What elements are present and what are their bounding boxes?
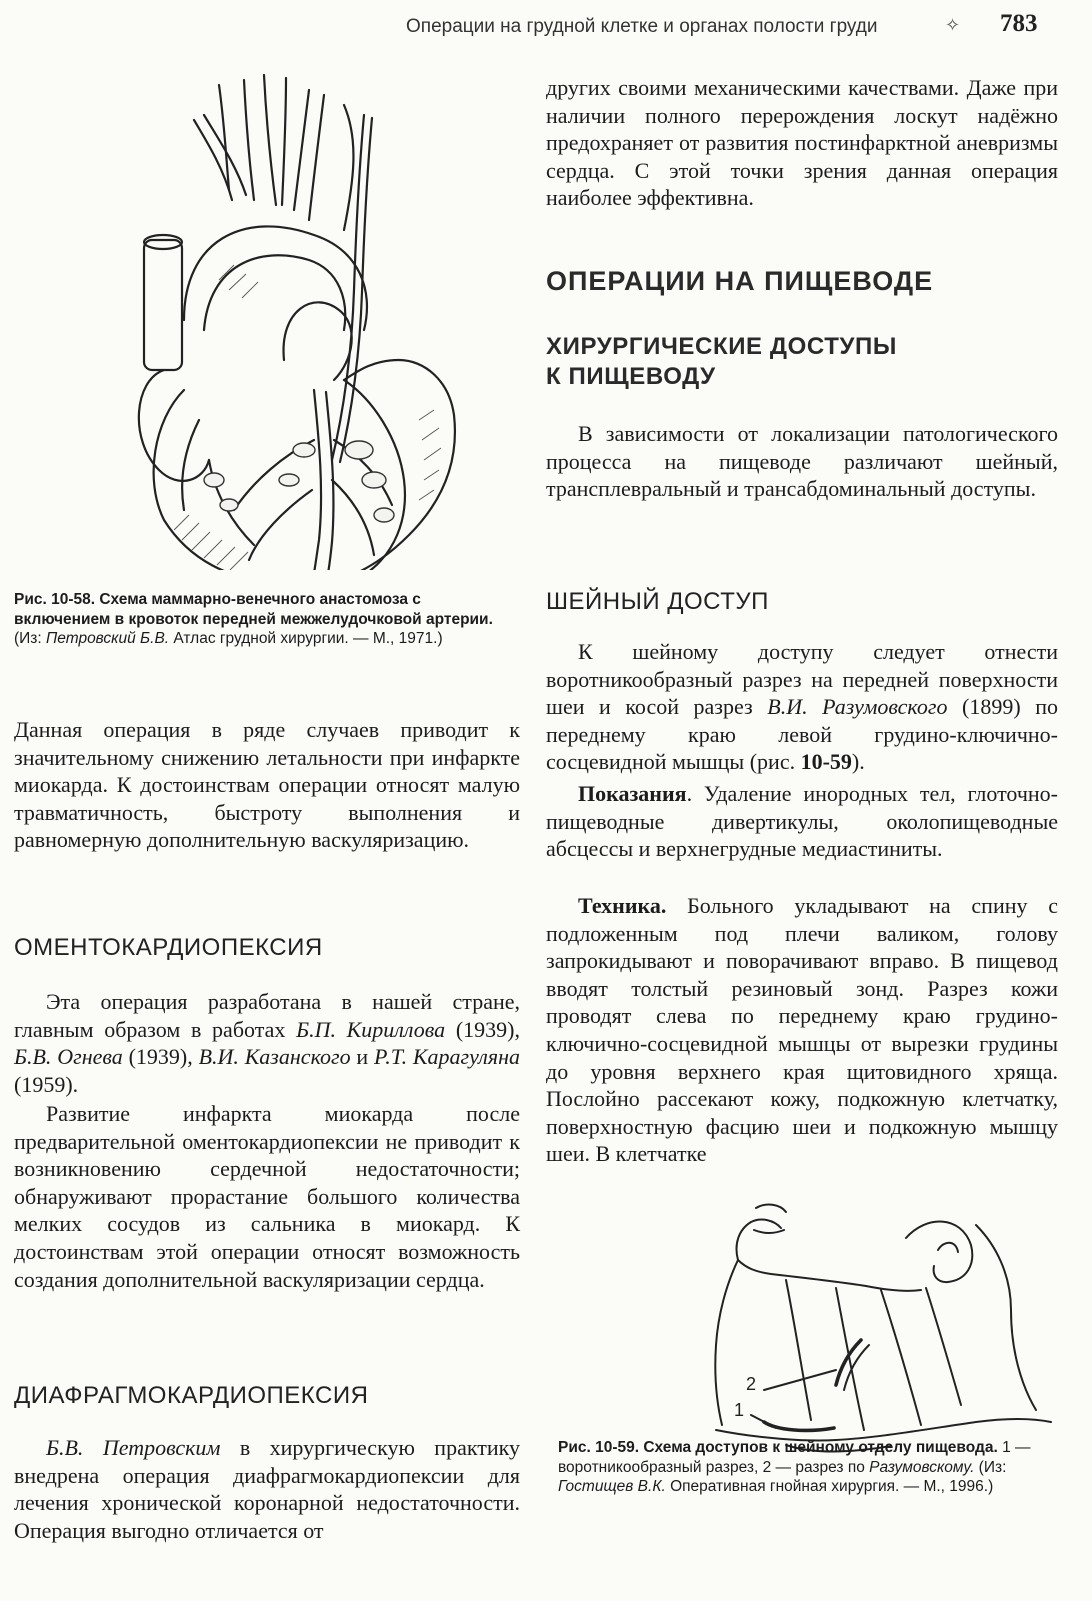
cervical-heading: ШЕЙНЫЙ ДОСТУП: [546, 588, 769, 615]
figure-59-caption-c: Оперативная гнойная хирургия. — М., 1996.): [665, 1478, 994, 1495]
figure-59-caption-name1: Разумовскому.: [869, 1458, 975, 1476]
incision-label-1: 1: [734, 1400, 745, 1420]
indications-text: . Удаление инородных тел, глоточно-пищеводные дивертикулы, околопищеводные абсцессы и верхнегрудные медиастиниты.: [546, 781, 1058, 862]
subheading-line-2: К ПИЩЕВОДУ: [546, 363, 716, 390]
omento-p1-text-a: Эта операция разработана в нашей стране, главным образом в работах: [14, 989, 520, 1042]
author-kirillov: Б.П. Кириллова: [296, 1016, 446, 1042]
omento-p1-text-d: и: [350, 1044, 375, 1070]
figure-59-caption: [558, 1438, 1058, 1497]
paragraph-access-types: В зависимости от локализации патологического процесса на пищеводе различают шейный, трансплевральный и трансабдоминальный доступы.: [546, 421, 1058, 502]
figure-58-source-prefix: (Из:: [14, 630, 47, 647]
left-column: [14, 60, 522, 1543]
figure-59-caption-lead: Рис. 10-59. Схема доступов к шейному отделу пищевода.: [558, 1439, 998, 1456]
figure-59-caption-a: 1 — воротникообразный разрез, 2 — разрез по: [558, 1439, 1031, 1476]
page-number: 783: [1000, 10, 1038, 37]
figure-59-caption-name2: Гостищев В.К.: [558, 1478, 666, 1495]
omento-p1-text-b: (1939),: [445, 1016, 521, 1042]
cervical-paragraph-1: [546, 638, 1058, 776]
main-heading-esophagus: ОПЕРАЦИИ НА ПИЩЕВОДЕ: [546, 266, 934, 296]
running-head: [400, 12, 1040, 42]
author-ognev: Б.В. Огнева: [14, 1044, 123, 1070]
paragraph-intro: Данная операция в ряде случаев приводит к значительному снижению летальности при инфаркте миокарда. К достоинствам операции относят малую травматичность, быстроту выполнения и равномерную дополнительную васкуляризацию.: [14, 717, 520, 853]
cervical-p1-text-b: (1899) по переднему краю левой грудино-ключично-сосцевидной мышцы (рис.: [546, 694, 1058, 775]
omento-p1-text-c: (1939),: [122, 1044, 199, 1070]
author-kazansky: В.И. Казанского: [198, 1044, 351, 1070]
author-karagulyan: Р.Т. Карагуляна: [374, 1044, 521, 1070]
figure-59-caption-b: (Из:: [974, 1458, 1007, 1476]
diaphragm-paragraph: [14, 1434, 520, 1544]
figure-58-caption-lead: Рис. 10-58. Схема маммарно-венечного анастомоза с включением в кровоток передней межжелудочковой артерии.: [14, 591, 493, 628]
figure-reference: 10-59: [800, 749, 852, 775]
omento-paragraph-1: [14, 988, 520, 1098]
diaphragm-heading: ДИАФРАГМОКАРДИОПЕКСИЯ: [14, 1382, 369, 1409]
technique-paragraph: [546, 892, 1058, 1168]
diaphragm-p1-text: в хирургическую практику внедрена операция диафрагмокардиопексии для лечения хронической коронарной недостаточности. Операция выгодно отличается от: [14, 1435, 520, 1543]
omento-heading: ОМЕНТОКАРДИОПЕКСИЯ: [14, 934, 323, 961]
neck-access-diagram: [676, 1190, 1056, 1460]
cervical-p1-text-a: К шейному доступу следует отнести воротникообразный разрез на передней поверхности шеи и косой разрез: [546, 639, 1058, 720]
omento-p1-text-e: (1959).: [14, 1071, 79, 1097]
subheading-surgical-access: [546, 332, 897, 392]
author-razumovsky: В.И. Разумовского: [767, 694, 948, 720]
incision-label-2: 2: [746, 1374, 757, 1394]
heart-illustration: [14, 60, 514, 570]
running-head-title: Операции на грудной клетке и органах полости груди: [406, 16, 878, 37]
cervical-p1-text-c: ).: [851, 749, 865, 775]
figure-58-source-author: Петровский Б.В.: [46, 630, 170, 647]
ornament-icon: ✧: [945, 15, 961, 35]
figure-58-source-rest: Атлас грудной хирургии. — М., 1971.): [169, 630, 443, 647]
subheading-line-1: ХИРУРГИЧЕСКИЕ ДОСТУПЫ: [546, 333, 897, 360]
paragraph-continued: других своими механическими качествами. Даже при наличии полного перерождения лоскут надёжно предохраняет от развития постинфарктной аневризмы сердца. С этой точки зрения данная операция наиболее эффективна.: [546, 75, 1058, 211]
technique-text: Больного укладывают на спину с подложенным под плечи валиком, голову запрокидывают и поворачивают вправо. В пищевод вводят толстый резиновый зонд. Разрез кожи проводят слева по переднему краю грудино-ключично-сосцевидной мышцы от вырезки грудины до уровня верхнего края щитовидного хряща. Послойно рассекают кожу, подкожную клетчатку, поверхностную фасцию шеи и подкожную мышцу шеи. В клетчатке: [546, 893, 1058, 1167]
indications-paragraph: [546, 780, 1058, 863]
author-petrovsky: Б.В. Петровским: [46, 1435, 221, 1460]
figure-58-caption: [14, 590, 520, 649]
technique-label: Техника.: [578, 893, 667, 918]
indications-label: Показания: [578, 781, 687, 806]
omento-paragraph-2: Развитие инфаркта миокарда после предварительной оментокардиопексии не приводит к возникновению сердечной недостаточности; обнаруживают прорастание большого количества мелких сосудов из сальника в миокард. К достоинствам этой операции относят возможность создания дополнительной васкуляризации сердца.: [14, 1101, 520, 1292]
